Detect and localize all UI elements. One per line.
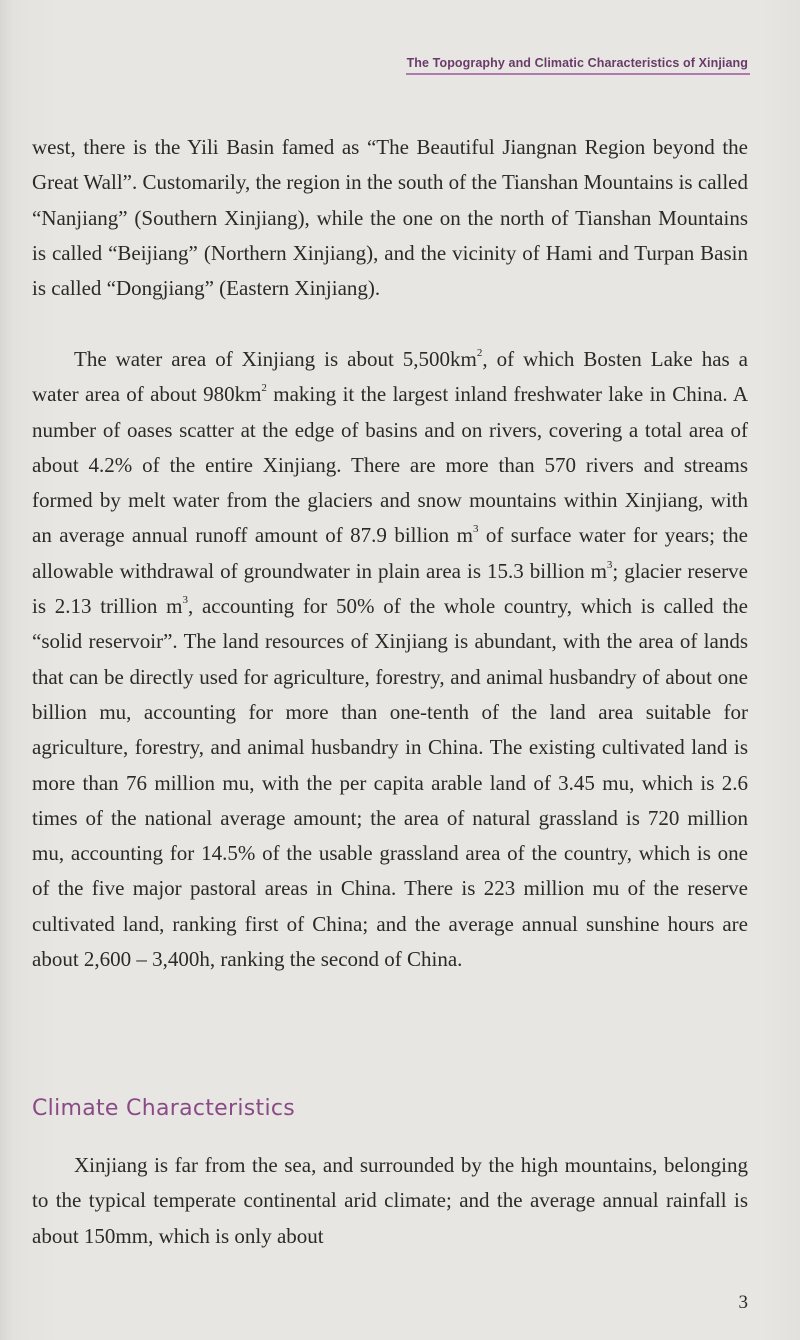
superscript: 2 <box>476 347 483 359</box>
paragraph-3: Xinjiang is far from the sea, and surrounded by the high mountains, belonging to the typical temperate continental arid climate; and the average annual rainfall is about 150mm, which is only about <box>32 1153 748 1248</box>
paragraph-2-text: ; glacier reserve is 2.13 trillion m <box>32 558 748 619</box>
page-number: 3 <box>738 1292 748 1313</box>
paragraph-2-text: , accounting for 50% of the whole country, which is called the “solid reservoir”. The land resources of Xinjiang is abundant, with the area of lands that can be directly used for agriculture, forestry, and animal husbandry of about one billion mu, accounting for more than one-tenth of the land area suitable for agriculture, forestry, and animal husbandry in China. The existing cultivated land is more than 76 million mu, with the per capita arable land of 3.45 mu, which is 2.6 times of the national average amount; the area of natural grassland is 720 million mu, accounting for 14.5% of the usable grassland area of the country, which is one of the five major pastoral areas in China. There is 223 million mu of the reserve cultivated land, ranking first of China; and the average annual sunshine hours are about 2,600 – 3,400h, ranking the second of China. <box>32 594 749 972</box>
superscript: 3 <box>182 594 188 607</box>
section-heading: Climate Characteristics <box>32 1096 296 1121</box>
paragraph-2-text: The water area of Xinjiang is about 5,500km <box>74 347 477 371</box>
superscript: 2 <box>261 382 267 395</box>
paragraph-2 <box>32 342 748 977</box>
paragraph-2-text: making it the largest inland freshwater lake in China. A number of oases scatter at the edge of basins and on rivers, covering a total area of about 4.2% of the entire Xinjiang. There are more than 570 rivers and streams formed by melt water from the glaciers and snow mountains within Xinjiang, with an average annual runoff amount of 87.9 billion m <box>32 382 749 548</box>
paragraph-2-text: of surface water for years; the allowable withdrawal of groundwater in plain area is 15.3 billion m <box>32 523 748 583</box>
paragraph-2-text: , of which Bosten Lake has a water area of about 980km <box>32 347 749 407</box>
superscript: 3 <box>472 523 479 536</box>
paragraph-1: west, there is the Yili Basin famed as “The Beautiful Jiangnan Region beyond the Great Wall”. Customarily, the region in the south of the Tianshan Mountains is called “Nanjiang” (Southern Xinjiang), while the one on the north of Tianshan Mountains is called “Beijiang” (Northern Xinjiang), and the vicinity of Hami and Turpan Basin is called “Dongjiang” (Eastern Xinjiang). <box>32 135 748 301</box>
running-head-rule <box>406 73 750 75</box>
running-head: The Topography and Climatic Characteristics of Xinjiang <box>406 56 748 70</box>
superscript: 3 <box>606 558 613 571</box>
